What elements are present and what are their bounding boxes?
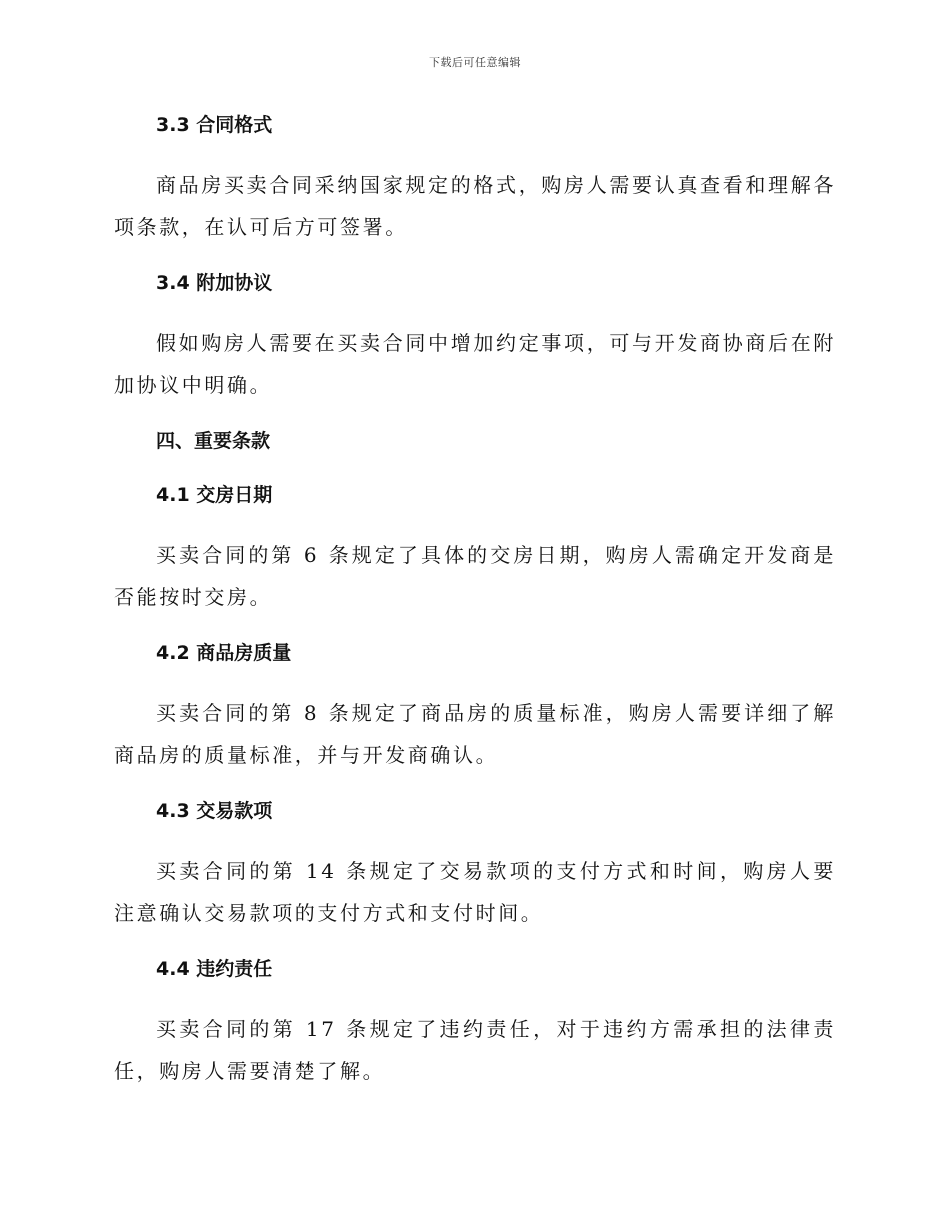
section-paragraph-4-4: 买卖合同的第 17 条规定了违约责任，对于违约方需承担的法律责任，购房人需要清楚了解。 [114, 1017, 836, 1083]
section-heading-4-3: 4.3 交易款项 [156, 800, 273, 822]
page-header-note: 下载后可任意编辑 [429, 56, 521, 69]
section-paragraph-4-3: 买卖合同的第 14 条规定了交易款项的支付方式和时间，购房人要注意确认交易款项的支付方式和支付时间。 [114, 859, 836, 925]
section-heading-4-4: 4.4 违约责任 [156, 958, 273, 980]
section-heading-4-2: 4.2 商品房质量 [156, 642, 292, 664]
section-paragraph-4-1: 买卖合同的第 6 条规定了具体的交房日期，购房人需确定开发商是否能按时交房。 [114, 543, 836, 609]
section-heading-4-1: 4.1 交房日期 [156, 484, 273, 506]
document-body [114, 110, 836, 1092]
chapter-heading-4: 四、重要条款 [156, 430, 271, 452]
section-heading-3-3: 3.3 合同格式 [156, 114, 273, 136]
section-paragraph-3-3: 商品房买卖合同采纳国家规定的格式，购房人需要认真查看和理解各项条款，在认可后方可签署。 [114, 173, 836, 239]
section-paragraph-4-2: 买卖合同的第 8 条规定了商品房的质量标准，购房人需要详细了解商品房的质量标准，并与开发商确认。 [114, 701, 836, 767]
section-paragraph-3-4: 假如购房人需要在买卖合同中增加约定事项，可与开发商协商后在附加协议中明确。 [114, 331, 836, 397]
section-heading-3-4: 3.4 附加协议 [156, 272, 273, 294]
